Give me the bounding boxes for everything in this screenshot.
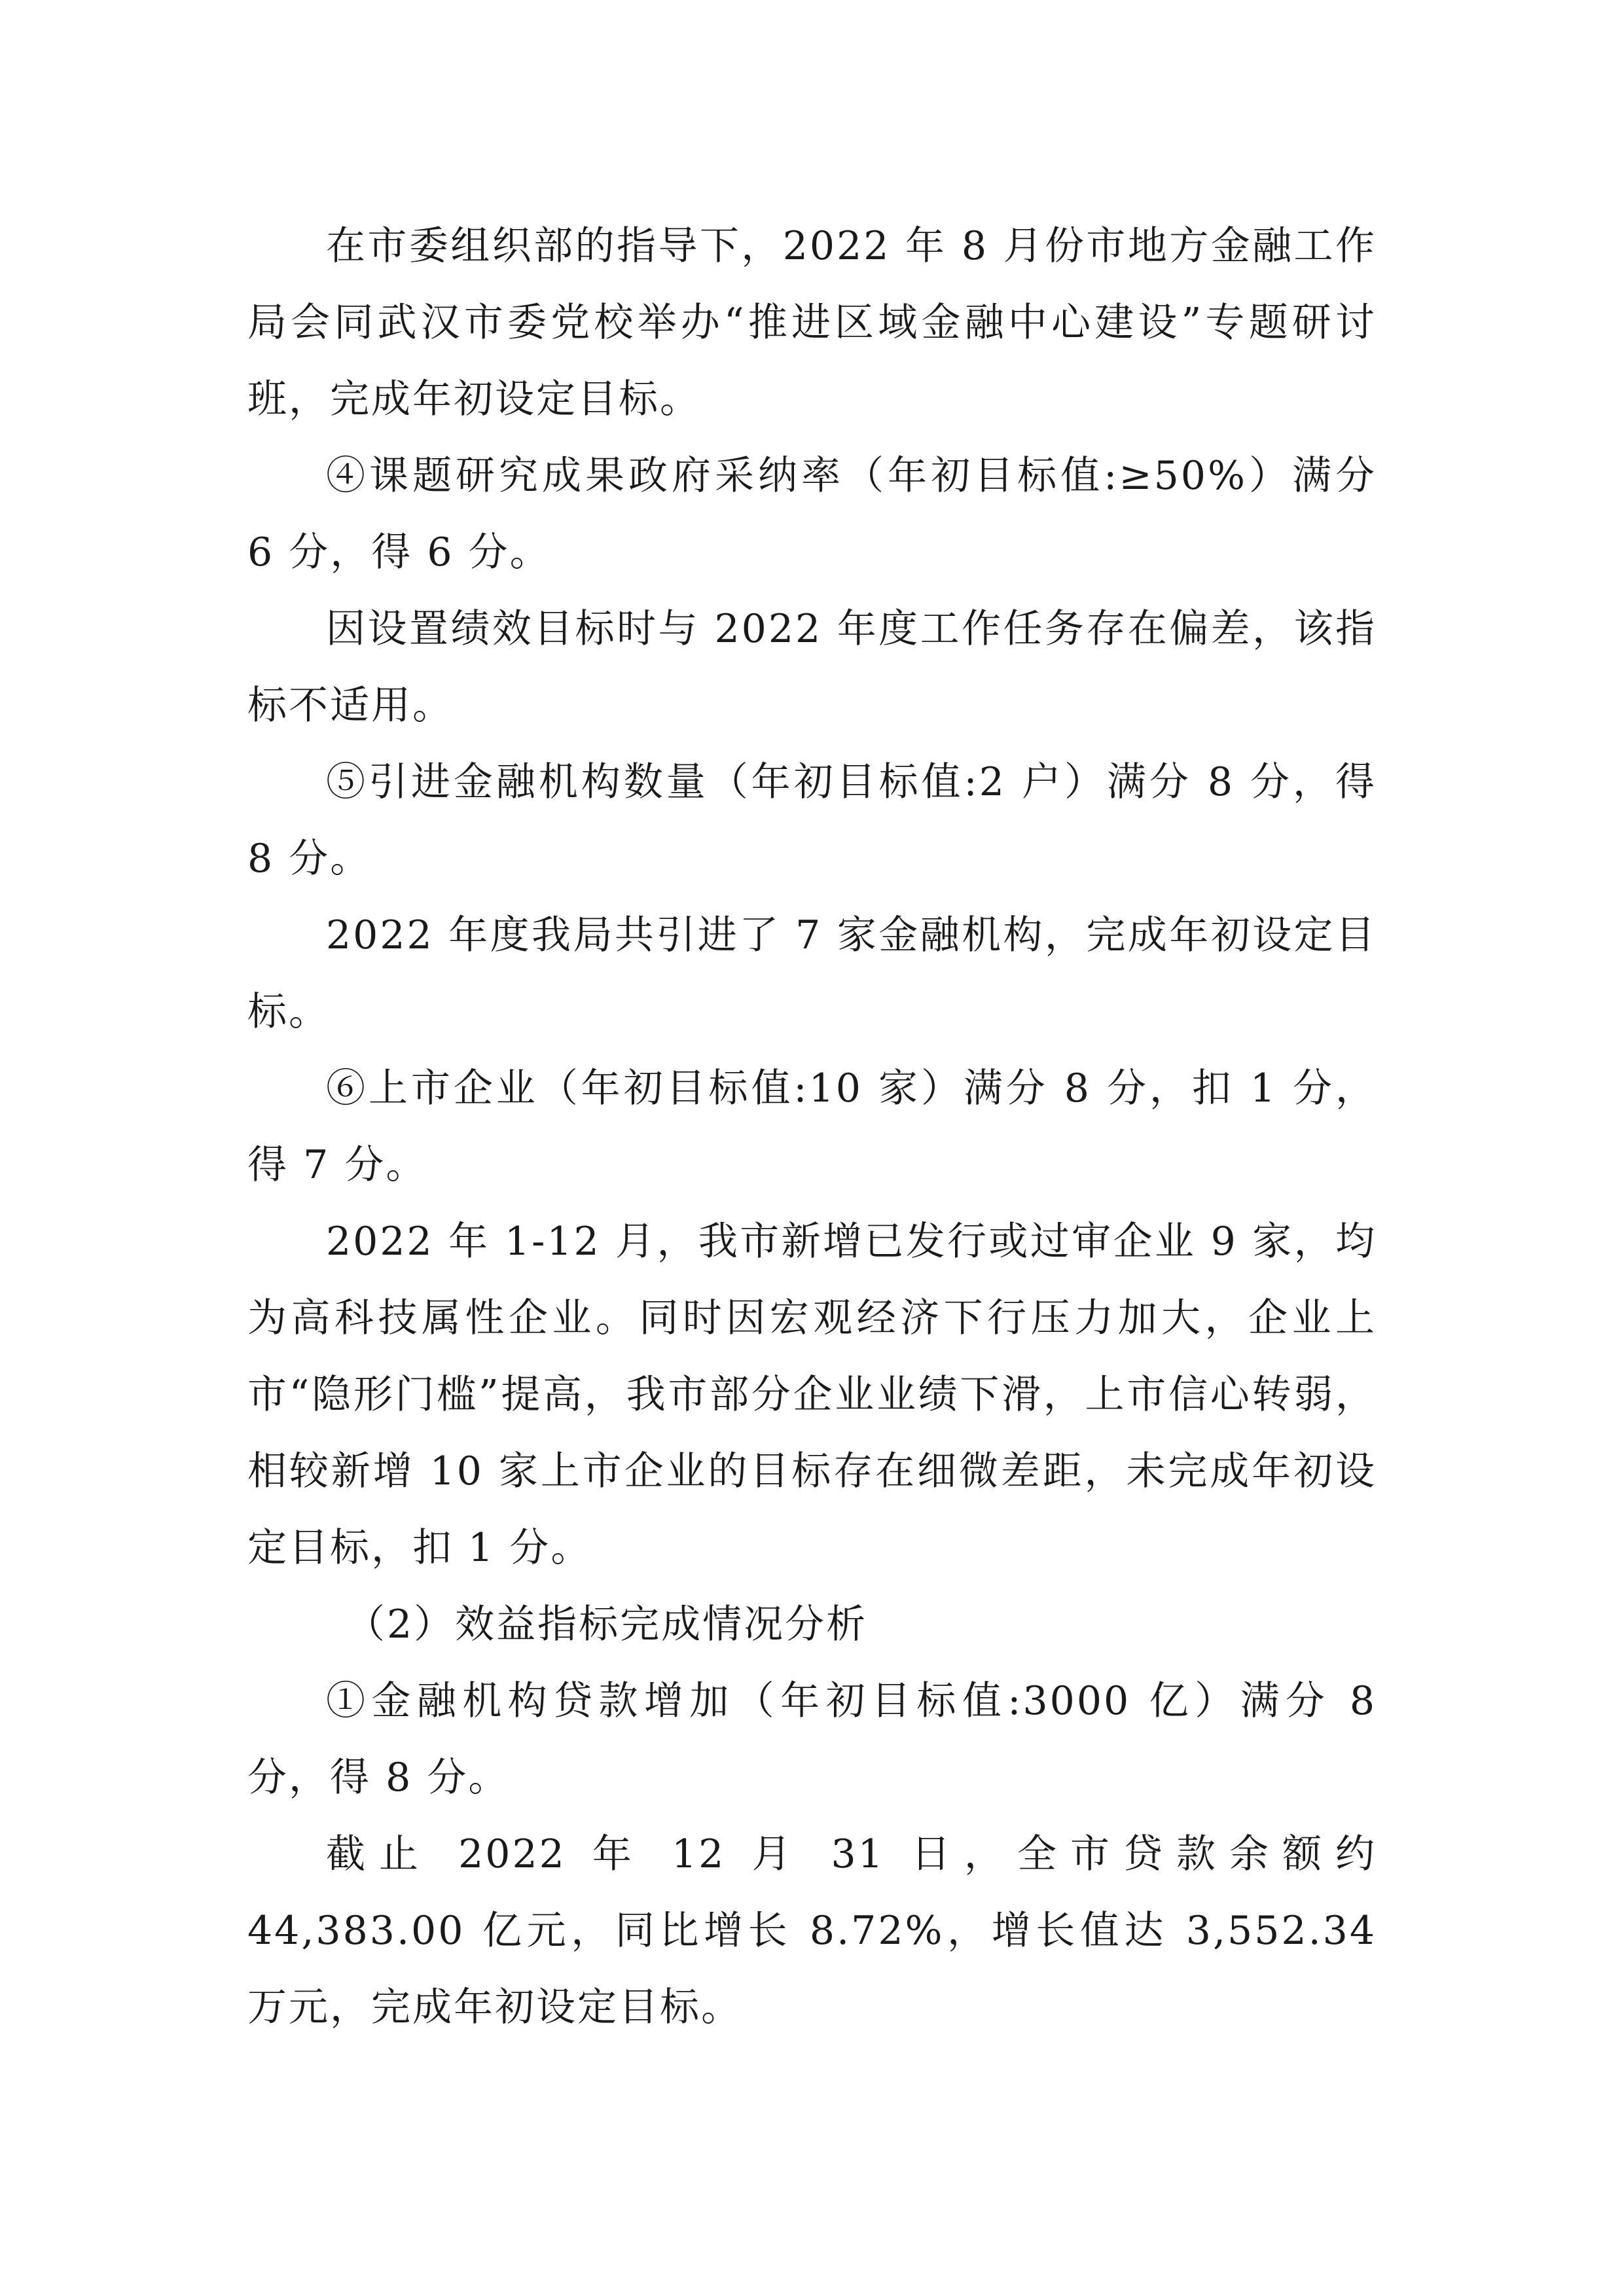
- paragraph-financial-institutions-note: 2022 年度我局共引进了 7 家金融机构，完成年初设定目标。: [247, 912, 1377, 1035]
- paragraph-party-school-seminar: 在市委组织部的指导下，2022 年 8 月份市地方金融工作局会同武汉市委党校举办“推进区域金融中心建设”专题研讨班，完成年初设定目标。: [247, 223, 1377, 422]
- paragraph-loan-increase-note: 截止 2022 年 12 月 31 日，全市贷款余额约 44,383.00 亿元，同比增长 8.72%，增长值达 3,552.34 万元，完成年初设定目标。: [247, 1831, 1377, 2030]
- paragraph-research-adoption-note: 因设置绩效目标时与 2022 年度工作任务存在偏差，该指标不适用。: [247, 606, 1377, 728]
- paragraph-indicator-loan-increase: ①金融机构贷款增加（年初目标值:3000 亿）满分 8 分，得 8 分。: [247, 1678, 1377, 1801]
- paragraph-indicator-listed-companies: ⑥上市企业（年初目标值:10 家）满分 8 分，扣 1 分，得 7 分。: [247, 1066, 1377, 1188]
- paragraph-indicator-research-adoption: ④课题研究成果政府采纳率（年初目标值:≥50%）满分 6 分，得 6 分。: [247, 453, 1377, 575]
- paragraph-listed-companies-note: 2022 年 1-12 月，我市新增已发行或过审企业 9 家，均为高科技属性企业。同时因宏观经济下行压力加大，企业上市“隐形门槛”提高，我市部分企业业绩下滑，上市信心转弱，相较新增 10 家上市企业的目标存在细微差距，未完成年初设定目标，扣 1 分。: [247, 1219, 1377, 1571]
- paragraph-indicator-financial-institutions: ⑤引进金融机构数量（年初目标值:2 户）满分 8 分，得 8 分。: [247, 759, 1377, 882]
- document-body: [247, 208, 1377, 2046]
- section-heading-benefit-indicators: （2）效益指标完成情况分析: [346, 1602, 868, 1647]
